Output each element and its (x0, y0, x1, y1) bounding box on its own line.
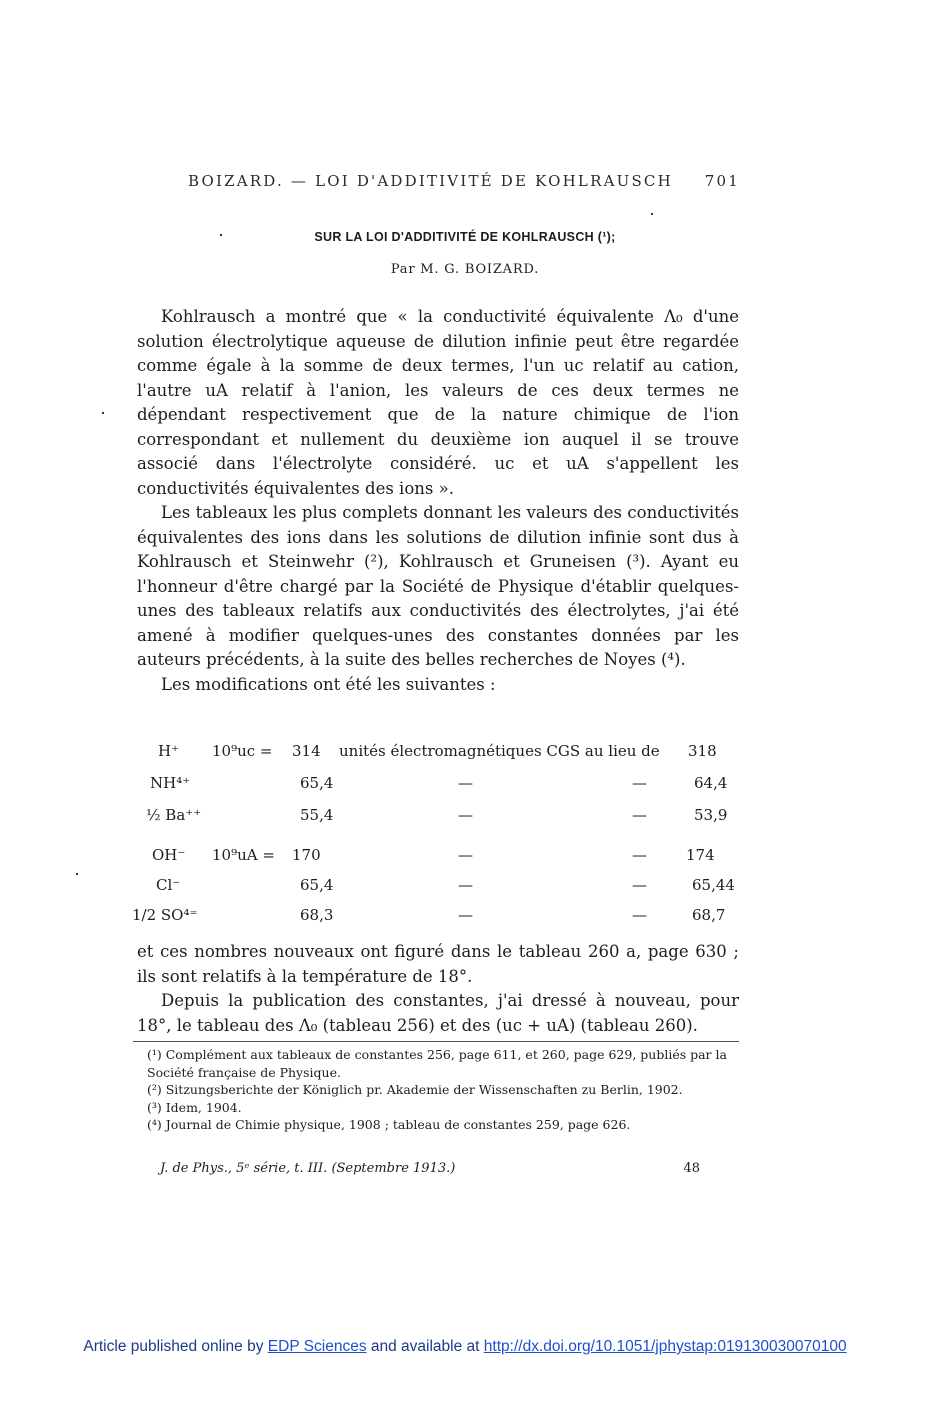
paragraph-3: Les modifications ont été les suivantes : (161, 674, 496, 694)
footnote-3: (³) Idem, 1904. (147, 1099, 242, 1115)
publisher-link[interactable]: EDP Sciences (267, 1338, 367, 1355)
paragraph-2: Les tableaux les plus complets donnant les valeurs des conductivités équivalentes des ions dans les solutions de dilution infinie sont dus à Kohlrausch et Steinwehr (²), Kohlrausch et Gruneisen (³). Ayant eu l'honneur d'être chargé par la Société de Physique d'établir quelques-unes des tableaux relatifs aux conductivités des électrolytes, j'ai été amené à modifier quelques-unes des constantes données par les auteurs précédents, à la suite des belles recherches de Noyes (⁴). (137, 503, 739, 669)
ion-symbol: NH⁴⁺ (150, 774, 191, 792)
body-text (137, 305, 739, 697)
ditto-dash: — (632, 774, 647, 792)
article-author: Par M. G. BOIZARD. (390, 262, 540, 277)
unit-note: unités électromagnétiques CGS au lieu de (339, 742, 660, 760)
scan-speck (76, 873, 78, 875)
footnote-rule (133, 1041, 739, 1042)
article-title: SUR LA LOI D'ADDITIVITÉ DE KOHLRAUSCH (¹); (314, 230, 616, 244)
ditto-dash: — (458, 774, 473, 792)
paragraph-1: Kohlrausch a montré que « la conductivité équivalente Λ₀ d'une solution électrolytique aqueuse de dilution infinie peut être regardée comme égale à la somme de deux termes, l'un uc relatif au cation, l'autre uA relatif à l'anion, les valeurs de ces deux termes ne dépendant respectivement que de la nature chimique de l'ion correspondant et nullement du deuxième ion auquel il se trouve associé dans l'électrolyte considéré. uc et uA s'appellent les conductivités équivalentes des ions ». (137, 307, 739, 498)
running-title: BOIZARD. — LOI D'ADDITIVITÉ DE KOHLRAUSCH (188, 172, 673, 190)
new-value: 65,4 (300, 774, 334, 792)
running-head (188, 172, 740, 190)
ditto-dash: — (632, 906, 647, 924)
old-value: 318 (688, 742, 717, 760)
old-value: 65,44 (692, 876, 735, 894)
scan-speck (102, 412, 104, 414)
ion-symbol: 1/2 SO⁴⁼ (132, 906, 198, 924)
doi-link[interactable]: http://dx.doi.org/10.1051/jphystap:019130030070100 (483, 1338, 847, 1355)
new-value: 170 (292, 846, 321, 864)
publisher-banner (0, 1338, 930, 1356)
journal-citation: J. de Phys., 5ᵉ série, t. III. (Septembre 1913.) (160, 1161, 456, 1176)
ditto-dash: — (458, 876, 473, 894)
ditto-dash: — (632, 876, 647, 894)
journal-citation-line (160, 1161, 700, 1176)
new-value: 314 (292, 742, 321, 760)
banner-prefix: Article published online by (83, 1338, 264, 1355)
page-number: 701 (704, 172, 740, 190)
footnote-4: (⁴) Journal de Chimie physique, 1908 ; tableau de constantes 259, page 626. (147, 1117, 631, 1132)
ditto-dash: — (458, 806, 473, 824)
ion-symbol: Cl⁻ (156, 876, 181, 894)
ion-symbol: ½ Ba⁺⁺ (146, 806, 202, 824)
ion-symbol: H⁺ (158, 742, 179, 760)
ion-symbol: OH⁻ (152, 846, 186, 864)
old-value: 53,9 (694, 806, 728, 824)
row-prefix: 10⁹uc = (212, 742, 273, 760)
sheet-number: 48 (683, 1161, 700, 1176)
old-value: 64,4 (694, 774, 728, 792)
scan-speck (220, 234, 222, 236)
ditto-dash: — (632, 806, 647, 824)
old-value: 174 (686, 846, 715, 864)
new-value: 68,3 (300, 906, 334, 924)
footnotes (133, 1046, 739, 1134)
ditto-dash: — (632, 846, 647, 864)
body-text-continued (137, 940, 739, 1038)
ditto-dash: — (458, 906, 473, 924)
row-prefix: 10⁹uA = (212, 846, 275, 864)
new-value: 65,4 (300, 876, 334, 894)
old-value: 68,7 (692, 906, 726, 924)
ditto-dash: — (458, 846, 473, 864)
paragraph-4: et ces nombres nouveaux ont figuré dans le tableau 260 a, page 630 ; ils sont relatifs à la température de 18°. (137, 942, 739, 986)
scan-speck (651, 213, 653, 215)
footnote-1: (¹) Complément aux tableaux de constantes 256, page 611, et 260, page 629, publiés par la Société française de Physique. (147, 1047, 727, 1080)
footnote-2: (²) Sitzungsberichte der Königlich pr. Akademie der Wissenschaften zu Berlin, 1902. (147, 1082, 683, 1097)
new-value: 55,4 (300, 806, 334, 824)
paragraph-5: Depuis la publication des constantes, j'ai dressé à nouveau, pour 18°, le tableau des Λ₀ (tableau 256) et des (uc + uA) (tableau 260). (137, 991, 739, 1035)
banner-middle: and available at (370, 1338, 480, 1355)
